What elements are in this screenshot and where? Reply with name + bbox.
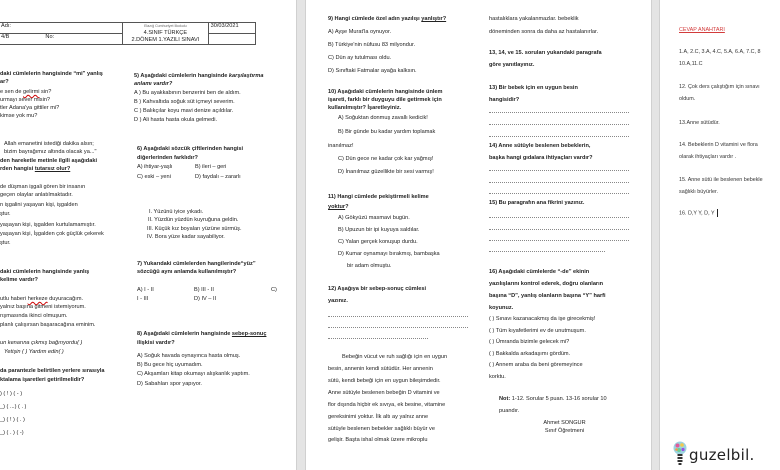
q5-option-c: C ) Balıkçılar koyu mavi denize açıldılar. bbox=[134, 108, 234, 114]
exam-header-table bbox=[0, 22, 256, 45]
q10-option-c: C) Dün gece ne kadar çok kar yağmış! bbox=[338, 156, 434, 162]
q15-answer-line-3[interactable] bbox=[489, 240, 629, 241]
answer-12-l2: oldum. bbox=[679, 96, 696, 102]
q4-sentence-l2: Yetişin ( ) Yardım edin( ) bbox=[4, 349, 64, 355]
q16-title-l3: başına “D”, yanlış olanların başına “Y” harfi bbox=[489, 293, 606, 299]
text-segment: yoktur bbox=[328, 204, 346, 210]
teacher-name: Ahmet SONGUR bbox=[543, 420, 586, 426]
text-segment: 5) Aşağıdaki cümlelerin hangisinde bbox=[134, 73, 229, 79]
text-segment: karşılaştırma bbox=[228, 73, 264, 79]
q14-title-l1: 14) Anne sütüyle beslenen bebeklerin, bbox=[489, 143, 591, 149]
q8-title-l2: ilişkisi vardır? bbox=[137, 340, 175, 346]
date-cell bbox=[208, 23, 255, 34]
paragraph-line-7: sütüyle beslenen bebekler sağlıklı büyür ve bbox=[328, 426, 435, 432]
q7-option-c-value: I - III bbox=[137, 296, 149, 302]
no-label: No: bbox=[45, 34, 55, 40]
text-segment: yanlıştır? bbox=[421, 16, 447, 22]
course-name: 4.SINIF TÜRKÇE bbox=[143, 30, 188, 36]
q6-option-b: B) ileri – geri bbox=[195, 164, 227, 170]
q6-title-l1: 6) Aşağıdaki sözcük çiftlerinden hangisi bbox=[137, 146, 244, 152]
exam-date: 30/03/2021 bbox=[210, 23, 239, 29]
q11-title-l2 bbox=[328, 203, 349, 211]
q1-option-a: e sen de gelirmi sin? bbox=[0, 89, 52, 95]
class-no-cell bbox=[0, 34, 123, 45]
exam-note-l2: puandır. bbox=[499, 408, 520, 414]
q2-option-line-2: geçen olaylar anlatılmaktadır. bbox=[0, 192, 73, 198]
roman-item-4: IV. Bora yüze kadar sayabiliyor. bbox=[147, 234, 225, 240]
q10-option-b-l2: inanılmaz! bbox=[328, 143, 354, 149]
exam-name: 2.DÖNEM 1.YAZILI SINAVI bbox=[131, 37, 200, 43]
q5-option-d: D ) Ali hasta hasta okula gelmedi. bbox=[134, 117, 218, 123]
roman-item-3: III. Küçük kız boyaları yüzüne sürmüş. bbox=[147, 226, 242, 232]
q12-answer-line-2[interactable] bbox=[328, 327, 468, 328]
q2-option-line-3: n işgalini yaşayan kişi, işgalden bbox=[0, 202, 78, 208]
text-segment: rden hangisi bbox=[0, 166, 35, 172]
q4-option-d: _) ( . ) ( -) bbox=[0, 430, 24, 436]
q8-title-l1 bbox=[137, 330, 266, 338]
text-segment: 1-12. Sorular 5 puan. 13-16 sorular 10 bbox=[510, 396, 607, 402]
page-gutter-2 bbox=[651, 0, 660, 470]
q15-title: 15) Bu paragrafın ana fikrini yazınız. bbox=[489, 200, 585, 206]
logo-text: guzelbil. bbox=[689, 446, 755, 464]
q3-option-d: planlı çalışırsan başaracağına eminim. bbox=[0, 322, 96, 328]
page-gutter-1 bbox=[296, 0, 306, 470]
q16-item-3[interactable]: ( ) Ümranda bizimle gelecek mi? bbox=[489, 339, 570, 345]
q4-title-l1: da parantezle belirtilen yerlere sırasıyla bbox=[0, 368, 105, 374]
q2-option-line-4: ştur. bbox=[0, 211, 11, 217]
q9-option-a: A) Ayşe Murat'la oynuyor. bbox=[328, 29, 392, 35]
text-segment: Not: bbox=[499, 396, 511, 402]
paragraph-line-3: sütü, kendi bebeği için en uygun bileşimdedir. bbox=[328, 378, 441, 384]
exam-page-1 bbox=[0, 0, 296, 470]
q6-option-a: A) ihtiyar-yaşlı bbox=[137, 164, 173, 170]
q11-title-l1: 11) Hangi cümlede pekiştirmeli kelime bbox=[328, 194, 429, 200]
paragraph-line-2: besin, annenin kendi sütüdür. Her annenin bbox=[328, 366, 433, 372]
q2-quote-l1: Allah emanetini istediği dakika alsın; bbox=[4, 141, 94, 147]
q9-option-b: B) Türkiye'nin nüfusu 83 milyondur. bbox=[328, 42, 416, 48]
q13-answer-line-2[interactable] bbox=[489, 124, 629, 125]
q8-option-a: A) Soğuk havada oynayınca hasta olmuş. bbox=[137, 353, 241, 359]
q10-title-l3: kullanılmıştır? İşaretleyiniz. bbox=[328, 105, 402, 111]
q1-title-l2: ar? bbox=[0, 79, 9, 85]
q13-answer-line-3[interactable] bbox=[489, 136, 629, 137]
answer-12-l1: 12. Çok ders çalıştığım için sınavı bbox=[679, 84, 760, 90]
q5-option-a: A ) Bu ayakkabının benzerini ben de aldım. bbox=[134, 90, 241, 96]
q7-title-l1: 7) Yukarıdaki cümlelerden hangilerinde“yüz” bbox=[137, 261, 256, 267]
roman-item-1: I. Yüzünü iyice yıkadı. bbox=[149, 209, 204, 215]
q16-title-l1: 16) Aşağıdaki cümlelerde “-de” ekinin bbox=[489, 269, 590, 275]
q15-answer-line-1[interactable] bbox=[489, 217, 629, 218]
school-name: Elazığ Cumhuriyet İlkokulu bbox=[144, 24, 187, 28]
text-cursor bbox=[717, 209, 718, 217]
q2-title-l1: den hareketle metinle ilgili aşağıdaki bbox=[0, 158, 97, 164]
name-cell bbox=[0, 23, 123, 34]
paragraph-cont-line-2: döneminden sonra da daha az hastalanırlar. bbox=[489, 29, 599, 35]
q12-title-l1: 12) Aşağıya bir sebep-sonuç cümlesi bbox=[328, 286, 427, 292]
q4-sentence-l1: un kenarına çıkmış bağırıyordu( ) bbox=[0, 340, 83, 346]
q11-option-d: D) Kumar oynamayı bırakmış, bambaşka bbox=[338, 251, 440, 257]
text-segment: 16. D,Y Y, D, Y bbox=[679, 210, 715, 217]
q1-option-d: kimse yok mu? bbox=[0, 113, 38, 119]
class-label: 4/B bbox=[1, 34, 10, 40]
q12-title-l2: yazınız. bbox=[328, 298, 348, 304]
text-segment: sebep-sonuç bbox=[231, 331, 267, 337]
exam-title-cell bbox=[123, 23, 208, 45]
answer-14-l1: 14. Bebeklerin D vitamini ve flora bbox=[679, 142, 758, 148]
q6-title-l2: diğerlerinden farklıdır? bbox=[137, 155, 198, 161]
q3-title-l1: daki cümlelerin hangisinde yanlış bbox=[0, 269, 90, 275]
q13-answer-line-1[interactable] bbox=[489, 112, 629, 113]
paragraph-line-4: Anne sütüyle beslenen bebeğin D vitamini ve bbox=[328, 390, 440, 396]
q4-title-l2: ktalama işaretleri getirilmelidir? bbox=[0, 377, 85, 383]
answers-line-2: 10.A,11.C bbox=[679, 61, 703, 67]
text-segment: ? bbox=[345, 204, 349, 210]
q14-answer-line-3[interactable] bbox=[489, 193, 629, 194]
q15-answer-line-2[interactable] bbox=[489, 229, 629, 230]
q13-title-l1: 13) Bir bebek için en uygun besin bbox=[489, 85, 578, 91]
q1-option-b: urmayı sever misin? bbox=[0, 97, 51, 103]
q1-title-l1: daki cümlelerin hangisinde “mi” yanlış bbox=[0, 71, 103, 77]
answer-14-l2: olarak ihtiyaçları vardır . bbox=[679, 154, 737, 160]
text-segment: tutarsız olur? bbox=[34, 166, 71, 172]
q8-option-d: D) Sabahları spor yapıyor. bbox=[137, 381, 202, 387]
text-segment: 9) Hangi cümlede özel adın yazılışı bbox=[328, 16, 422, 22]
answer-15-l1: 15. Anne sütü ile beslenen bebekle bbox=[679, 177, 763, 183]
name-label: Adı: bbox=[1, 23, 11, 29]
q2-option-line-1: de düşman işgali gören bir insanın bbox=[0, 184, 86, 190]
q2-option-line-6: yaşayan kişi, İşgalden çok güçlük çekerek bbox=[0, 231, 104, 237]
q9-title bbox=[328, 15, 446, 23]
q5-option-b: B ) Kahvaltıda soğuk süt içmeyi severim. bbox=[134, 99, 235, 105]
q6-option-d: D) faydalı – zararlı bbox=[195, 174, 241, 180]
q4-option-c: _) ( ! ) ( . ) bbox=[0, 417, 25, 423]
q11-option-c: C) Yalan gerçek konuşup durdu. bbox=[338, 239, 418, 245]
answer-15-l2: sağlıklı büyürler. bbox=[679, 189, 718, 195]
q12-answer-line-1[interactable] bbox=[328, 316, 468, 317]
q16-item-5-l2: korktu. bbox=[489, 374, 506, 380]
answer-key-page bbox=[660, 0, 780, 470]
roman-item-2: II. Yüzdün yüzdün kuyruğuna geldin. bbox=[148, 217, 239, 223]
q13-15-intro-l2: göre yanıtlayınız. bbox=[489, 62, 535, 68]
paragraph-line-6: gereksinimi yoktur. İlk altı ay yalnız anne bbox=[328, 414, 429, 420]
paragraph-line-5: flor dışında hiçbir ek sıvıya, ek besine, vitamine bbox=[328, 402, 446, 408]
q11-option-a: A) Gökyüzü masmavi bugün. bbox=[338, 215, 410, 221]
q2-quote-l2: bizim bayrağımız altında olacak ya..." bbox=[4, 149, 97, 155]
q16-item-1[interactable]: ( ) Sınavı kazanacakmış da işe girecekmiş! bbox=[489, 316, 596, 322]
q2-option-line-5: yaşayan kişi, işgalden kurtulamamıştır. bbox=[0, 222, 96, 228]
q16-title-l4: koyunuz. bbox=[489, 305, 514, 311]
exam-page-2 bbox=[306, 0, 651, 470]
q3-option-a: utlu haberi herkeze duyuracağım. bbox=[0, 296, 84, 302]
q9-option-c: C) Dün ay tutulması oldu. bbox=[328, 55, 392, 61]
q10-title-l2: işareti, farklı bir duyguyu dile getirmek için bbox=[328, 97, 442, 103]
q11-option-d-l2: bir adam olmuştu. bbox=[347, 263, 392, 269]
q16-item-2[interactable]: ( ) Tüm kıyafetlerimi ev de unutmuşum. bbox=[489, 328, 586, 334]
q10-title-l1: 10) Aşağıdaki cümlelerin hangisinde ünlem bbox=[328, 89, 443, 95]
q7-option-a: A) I - II bbox=[137, 287, 154, 293]
q8-option-c: C) Akşamları kitap okumayı alışkanlık yaptım. bbox=[137, 371, 250, 377]
q13-15-intro-l1: 13, 14, ve 15. soruları yukarıdaki paragrafa bbox=[489, 50, 602, 56]
q7-option-c: C) bbox=[271, 287, 277, 293]
q9-option-d: D) Sınıftaki Fatmalar ayağa kalksın. bbox=[328, 68, 417, 74]
q3-option-c: rışmasında ikinci olmuşum. bbox=[0, 313, 68, 319]
q14-answer-line-1[interactable] bbox=[489, 170, 629, 171]
paragraph-cont-line-1: hastalıklara yakalanmazlar. bebeklik bbox=[489, 16, 579, 22]
q1-option-c: tler Adana'ya gittiler mi? bbox=[0, 105, 60, 111]
q4-option-b: _) ( ...) ( . ) bbox=[0, 404, 27, 410]
q3-title-l2: kelime vardır? bbox=[0, 277, 38, 283]
q13-title-l2: hangisidir? bbox=[489, 97, 520, 103]
text-segment: 8) Aşağıdaki cümlelerin hangisinde bbox=[137, 331, 232, 337]
q10-option-a: A) Soğuktan donmuş zavallı kedicik! bbox=[338, 115, 428, 121]
q3-option-b: yalnız başına gitmeni istemiyorum. bbox=[0, 304, 86, 310]
answer-13: 13.Anne sütüdür. bbox=[679, 120, 720, 126]
q2-option-line-7: ştur. bbox=[0, 240, 11, 246]
q12-answer-line-3[interactable] bbox=[328, 338, 428, 339]
q11-option-b: B) Upuzun bir ipi kuyuya saldılar. bbox=[338, 227, 420, 233]
empty-cell bbox=[208, 34, 255, 45]
q10-option-d: D) İnanılmaz güzellikte bir sesi varmış! bbox=[338, 169, 434, 175]
paragraph-line-1: Bebeğin vücut ve ruh sağlığı için en uygun bbox=[342, 354, 448, 360]
paragraph-line-8: gelişir. Başta ishal olmak üzere mikroplu bbox=[328, 437, 428, 443]
q7-title-l2: sözcüğü aynı anlamda kullanılmıştır? bbox=[137, 269, 237, 275]
teacher-title: Sınıf Öğretmeni bbox=[544, 428, 585, 434]
q14-answer-line-2[interactable] bbox=[489, 182, 629, 183]
q16-title-l2: yazılışlarını kontrol ederek, doğru olanların bbox=[489, 281, 604, 287]
q16-item-4[interactable]: ( ) Bakkalda arkadaşımı gördüm. bbox=[489, 351, 571, 357]
misspelled-word: gelirmi bbox=[23, 89, 40, 95]
q7-option-d: D) IV – II bbox=[194, 296, 217, 302]
q8-option-b: B) Bu gece hiç uyumadım. bbox=[137, 362, 203, 368]
answer-key-title: CEVAP ANAHTARI bbox=[679, 27, 725, 33]
q6-option-c: C) eski – yeni bbox=[137, 174, 171, 180]
q5-title-l1 bbox=[134, 72, 263, 80]
q14-title-l2: başka hangi gıdalara ihtiyaçları vardır? bbox=[489, 155, 593, 161]
misspelled-word: herkeze bbox=[27, 296, 48, 302]
q10-option-b-l1: B) Bir günde bu kadar yardım toplamak bbox=[338, 129, 436, 135]
exam-note-l1 bbox=[499, 395, 607, 403]
q2-title-l2 bbox=[0, 165, 70, 173]
q4-option-a: ) ( ! ) ( - ) bbox=[0, 391, 23, 397]
answer-16[interactable] bbox=[679, 209, 718, 217]
lightbulb-logo-icon bbox=[673, 440, 687, 466]
q15-answer-line-4[interactable] bbox=[489, 251, 605, 252]
q7-option-b: B) III - II bbox=[194, 287, 214, 293]
q16-item-5[interactable]: ( ) Annem araba da beni göremeyince bbox=[489, 362, 583, 368]
answers-line-1: 1.A, 2.C, 3.A, 4.C, 5.A, 6.A, 7.C, 8 bbox=[679, 49, 761, 55]
q5-title-l2: anlamı vardır? bbox=[134, 81, 173, 87]
